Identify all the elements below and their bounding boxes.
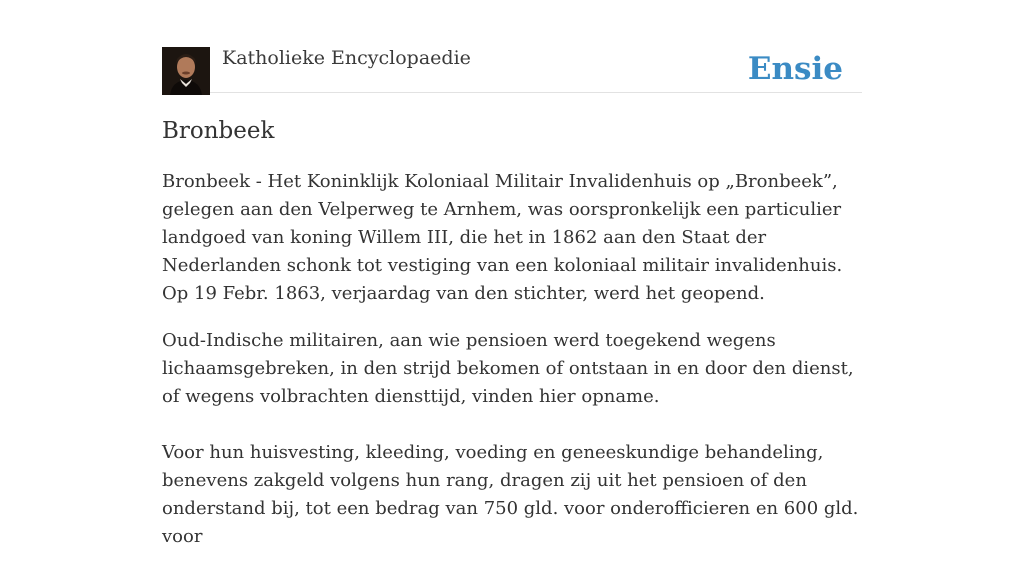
site-header xyxy=(162,0,862,93)
page-container xyxy=(162,0,862,547)
site-name[interactable]: Katholieke Encyclopaedie xyxy=(222,47,471,69)
paragraph-spacer xyxy=(162,411,862,439)
portrait-avatar-icon[interactable] xyxy=(162,47,210,95)
page-title: Bronbeek xyxy=(162,118,275,144)
brand-logo[interactable]: Ensie xyxy=(747,51,843,87)
article-paragraph: Bronbeek - Het Koninklijk Koloniaal Militair Invalidenhuis op „Bronbeek”, gelegen aan den Velperweg te Arnhem, was oorspronkelijk een particulier landgoed van koning Willem III, die het in 1862 aan den Staat der Nederlanden schonk tot vestiging van een koloniaal militair invalidenhuis. Op 19 Febr. 1863, verjaardag van den stichter, werd het geopend. xyxy=(162,171,843,304)
article-paragraph: Oud-Indische militairen, aan wie pensioen werd toegekend wegens lichaamsgebreken, in den strijd bekomen of ontstaan in en door den dienst, of wegens volbrachten diensttijd, vinden hier opname. xyxy=(162,330,854,407)
article-paragraph: Voor hun huisvesting, kleeding, voeding en geneeskundige behandeling, benevens zakgeld volgens hun rang, dragen zij uit het pensioen of den onderstand bij, tot een bedrag van 750 gld. voor onderofficieren en 600 gld. voor xyxy=(162,442,859,547)
article-body xyxy=(162,168,862,570)
